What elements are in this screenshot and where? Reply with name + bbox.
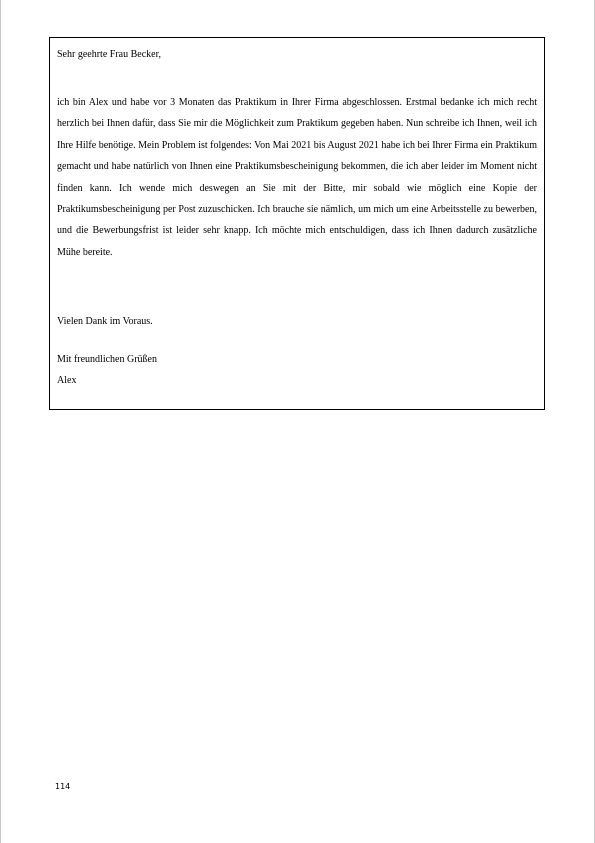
letter-thanks: Vielen Dank im Voraus. (57, 316, 153, 328)
letter-body: ich bin Alex und habe vor 3 Monaten das Praktikum in Ihrer Firma abgeschlossen. Erstmal bedanke ich mich recht herzlich bei Ihnen dafür, dass Sie mir die Möglichkeit zum Praktikum gegeben haben. Nun schreibe ich Ihnen, weil ich Ihre Hilfe benötige. Mein Problem ist folgendes: Von Mai 2021 bis August 2021 habe ich bei Ihrer Firma ein Praktikum gemacht und habe natürlich von Ihnen eine Praktikumsbescheinigung bekommen, die ich aber leider im Moment nicht finden kann. Ich wende mich deswegen an Sie mit der Bitte, mir sobald wie möglich eine Kopie der Praktikumsbescheinigung per Post zuzuschicken. Ich brauche sie nämlich, um mich um eine Arbeitsstelle zu bewerben, und die Bewerbungsfrist ist leider sehr knapp. Ich möchte mich entschuldigen, dass ich Ihnen dadurch zusätzliche Mühe bereite. (57, 97, 537, 258)
letter-signature: Alex (57, 375, 77, 387)
page-number: 114 (55, 782, 71, 791)
page-edge-left (0, 0, 1, 843)
letter-box (49, 37, 545, 410)
letter-salutation: Sehr geehrte Frau Becker, (57, 49, 161, 60)
letter-closing: Mit freundlichen Grüßen (57, 354, 157, 366)
